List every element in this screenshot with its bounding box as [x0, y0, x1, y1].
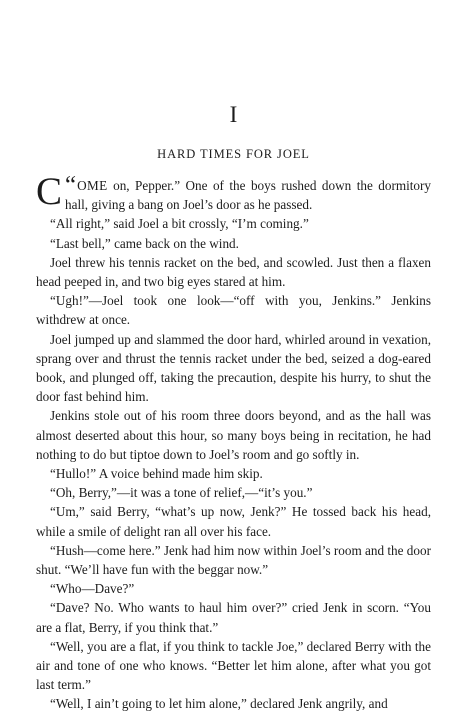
- paragraph: “Well, you are a flat, if you think to tackle Joe,” declared Berry with the air and tone of one who knows. “Better let him alone, after what you got last term.”: [36, 638, 431, 693]
- paragraph: Joel threw his tennis racket on the bed, and scowled. Just then a flaxen head peeped in, and two big eyes stared at him.: [36, 254, 431, 290]
- opening-smallcaps: OME: [77, 178, 108, 193]
- paragraph: “Oh, Berry,”—it was a tone of relief,—“it’s you.”: [50, 485, 313, 501]
- opening-quote-mark: “: [65, 172, 77, 199]
- paragraph: “Who—Dave?”: [50, 581, 135, 597]
- paragraph: “Dave? No. Who wants to haul him over?” cried Jenk in scorn. “You are a flat, Berry, if you think that.”: [36, 600, 431, 635]
- paragraph: “All right,” said Joel a bit crossly, “I’m coming.”: [50, 216, 309, 232]
- paragraph: “Last bell,” came back on the wind.: [50, 235, 239, 251]
- paragraph: “Ugh!”—Joel took one look—“off with you, Jenkins.” Jenkins withdrew at once.: [36, 293, 431, 328]
- drop-cap: C: [36, 170, 63, 213]
- paragraph: Jenkins stole out of his room three doors beyond, and as the hall was almost deserted about this hour, so many boys being in recitation, he had nothing to do but tiptoe down to Joel’s room and go softly in.: [36, 408, 431, 462]
- paragraph: “Um,” said Berry, “what’s up now, Jenk?” He tossed back his head, while a smile of delight ran all over his face.: [36, 504, 431, 539]
- chapter-body: [36, 170, 431, 714]
- paragraph: Joel jumped up and slammed the door hard, whirled around in vexation, sprang over and thrust the tennis racket under the bed, seized a dog-eared book, and plunged off, taking the precaution, despite his hurry, to shut the door fast behind him.: [36, 331, 431, 405]
- paragraph: “Well, I ain’t going to let him alone,” declared Jenk angrily, and: [50, 696, 388, 712]
- opening-paragraph: [36, 170, 431, 214]
- opening-text: on, Pepper.” One of the boys rushed down the dormitory hall, giving a bang on Joel’s door as he passed.: [65, 178, 431, 213]
- paragraph: “Hullo!” A voice behind made him skip.: [50, 466, 263, 482]
- paragraph: “Hush—come here.” Jenk had him now within Joel’s room and the door shut. “We’ll have fun with the beggar now.”: [36, 542, 431, 578]
- chapter-number: I: [229, 102, 238, 127]
- chapter-title: HARD TIMES FOR JOEL: [157, 147, 310, 161]
